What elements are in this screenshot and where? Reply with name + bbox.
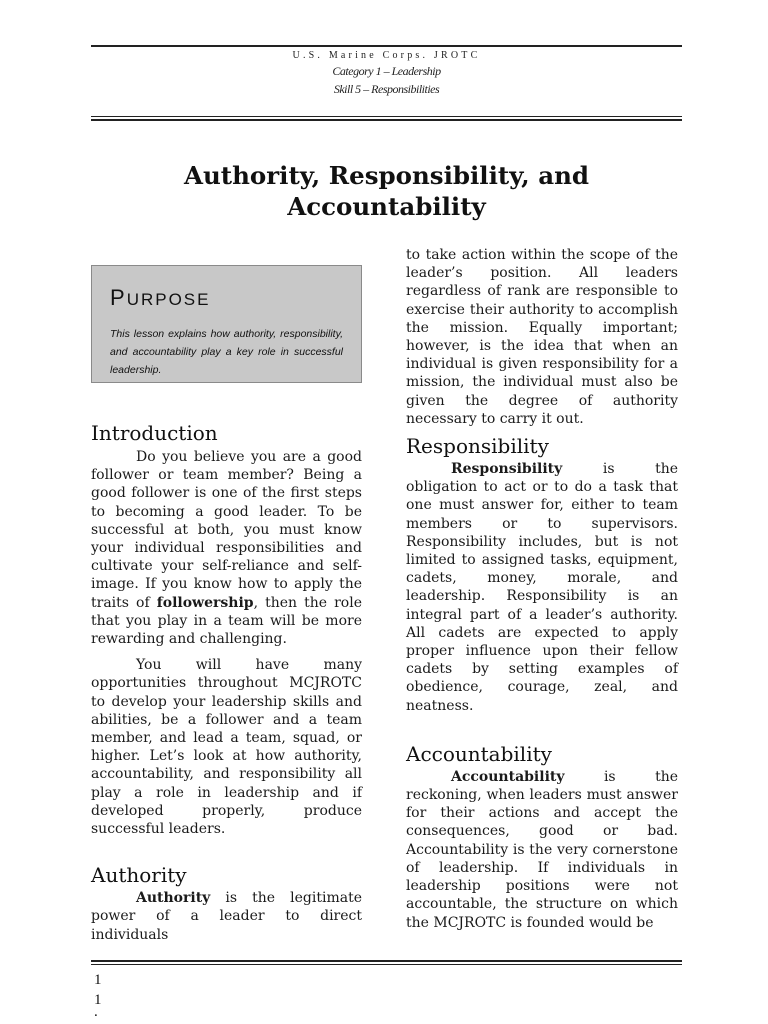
- accountability-paragraph: [406, 768, 678, 932]
- purpose-title-rest: URPOSE: [126, 290, 211, 309]
- page-number-line2: 1: [94, 992, 102, 1008]
- responsibility-heading: Responsibility: [406, 434, 549, 459]
- footer-rule-thin: [91, 964, 682, 965]
- header-top-rule: [91, 45, 682, 47]
- purpose-title-cap: P: [110, 285, 127, 310]
- footer-rule-thick: [91, 960, 682, 962]
- introduction-p1-text-end: , then the role that you play in a team will be more rewarding and challenging.: [91, 594, 362, 648]
- followership-term: followership: [156, 594, 254, 611]
- page-number-line1: 1: [94, 972, 102, 988]
- page-title: [91, 160, 682, 222]
- header-category: Category 1 – Leadership: [332, 64, 441, 78]
- introduction-p1-text: Do you believe you are a good follower or team member? Being a good follower is one of the first steps to becoming a good leader. To be successful at both, you must know your individual responsibilities and cultivate your self-reliance and self-image. If you know how to apply the traits of: [91, 449, 362, 611]
- authority-heading: Authority: [91, 863, 187, 888]
- header-skill: Skill 5 – Responsibilities: [333, 82, 440, 96]
- purpose-title: [110, 285, 343, 310]
- left-column: [91, 265, 362, 944]
- accountability-term: Accountability: [451, 768, 565, 785]
- purpose-box: [91, 265, 362, 383]
- authority-text-left: is the legitimate power of a leader to direct individuals: [91, 890, 362, 943]
- accountability-heading: Accountability: [406, 741, 552, 766]
- page-title-line1: Authority, Responsibility, and: [183, 161, 590, 190]
- responsibility-term: Responsibility: [451, 461, 563, 478]
- accountability-text: is the reckoning, when leaders must answer for their actions and accept the consequences, good or bad. Accountability is the very cornerstone of leadership. If individuals in leadership positions were not accountable, the structure on which the MCJROTC is founded would be: [406, 768, 678, 931]
- page-title-line2: Accountability: [287, 192, 486, 221]
- introduction-paragraph-1: [91, 448, 362, 648]
- introduction-paragraph-2: You will have many opportunities throughout MCJROTC to develop your leadership skills and abilities, be a follower and a team member, and lead a team, squad, or higher. Let’s look at how authority, accountability, and responsibility all play a role in leadership and if developed properly, produce successful leaders.: [91, 657, 362, 838]
- header-rule-thick: [91, 119, 682, 121]
- header-organization: U.S. Marine Corps. JROTC: [292, 50, 481, 61]
- authority-term: Authority: [136, 890, 211, 907]
- authority-paragraph-start: [91, 889, 362, 944]
- purpose-text: This lesson explains how authority, responsibility, and accountability play a key role in successful leadership.: [110, 328, 343, 377]
- right-column: [406, 246, 678, 932]
- header-rule-thin: [91, 116, 682, 117]
- responsibility-paragraph: [406, 460, 678, 715]
- introduction-heading: Introduction: [91, 421, 218, 445]
- authority-paragraph-continued: to take action within the scope of the leader’s position. All leaders regardless of rank are responsible to exercise their authority to accomplish the mission. Equally important; however, is the idea that when an individual is given responsibility for a mission, the individual must also be given the degree of authority necessary to carry it out.: [406, 247, 678, 427]
- page-number-line3: .: [94, 1004, 98, 1020]
- responsibility-text: is the obligation to act or to do a task that one must answer for, either to team members or to supervisors. Responsibility includes, but is not limited to assigned tasks, equipment, cadets, money, morale, and leadership. Responsibility is an integral part of a leader’s authority. All cadets are expected to apply proper influence upon their fellow cadets by setting examples of obedience, courage, zeal, and neatness.: [406, 461, 678, 714]
